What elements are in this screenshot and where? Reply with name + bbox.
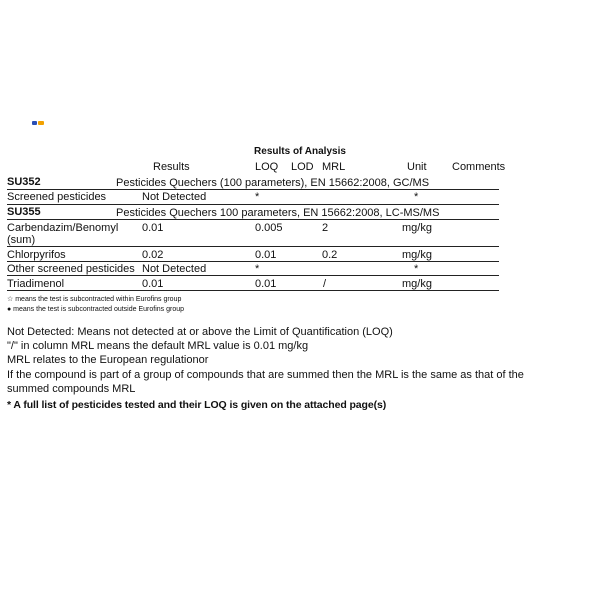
header-results: Results — [153, 161, 190, 173]
footnote-outside-group: ● means the test is subcontracted outside Eurofins group — [7, 306, 184, 313]
note-mrl-regulation: MRL relates to the European regulationor — [7, 354, 209, 366]
section-divider — [7, 189, 499, 190]
row-loq: * — [255, 191, 260, 203]
row-name: Triadimenol — [7, 278, 65, 290]
footnote-within-group: ☆ means the test is subcontracted within Eurofins group — [7, 296, 182, 303]
row-loq: * — [255, 263, 260, 275]
section-code-su355: SU355 — [7, 206, 41, 218]
report-title: Results of Analysis — [254, 146, 346, 157]
section-method-su355: Pesticides Quechers 100 parameters, EN 15662:2008, LC-MS/MS — [116, 207, 440, 219]
row-unit: mg/kg — [402, 278, 432, 290]
row-result: 0.02 — [142, 249, 164, 261]
section-divider — [7, 219, 499, 220]
row-unit: mg/kg — [402, 249, 432, 261]
eurofins-logo — [32, 119, 48, 127]
row-mrl: 2 — [322, 222, 329, 234]
section-method-su352: Pesticides Quechers (100 parameters), EN 15662:2008, GC/MS — [116, 177, 430, 189]
row-name: Screened pesticides — [7, 191, 107, 203]
logo-mark-blue — [32, 121, 37, 125]
row-divider — [7, 204, 499, 205]
row-divider — [7, 261, 499, 262]
row-divider — [7, 246, 499, 247]
row-result: 0.01 — [142, 278, 164, 290]
section-code-su352: SU352 — [7, 176, 41, 188]
row-name: Other screened pesticides — [7, 263, 135, 275]
logo-mark-orange — [38, 121, 44, 125]
row-name: Chlorpyrifos — [7, 249, 66, 261]
row-result: Not Detected — [142, 191, 207, 203]
note-not-detected: Not Detected: Means not detected at or above the Limit of Quantification (LOQ) — [7, 326, 393, 338]
header-loq: LOQ — [255, 161, 279, 173]
row-result: Not Detected — [142, 263, 207, 275]
note-summed-compounds: If the compound is part of a group of compounds that are summed then the MRL is the same as that of the summed compounds MRL — [7, 369, 524, 395]
note-full-list: * A full list of pesticides tested and their LOQ is given on the attached page(s) — [7, 399, 387, 411]
header-comments: Comments — [452, 161, 506, 173]
row-name: Carbendazim/Benomyl — [7, 222, 119, 234]
header-lod: LOD — [291, 161, 314, 173]
row-loq: 0.01 — [255, 249, 277, 261]
row-loq: 0.005 — [255, 222, 283, 234]
row-divider — [7, 290, 499, 291]
header-unit: Unit — [407, 161, 427, 173]
row-unit: * — [414, 263, 419, 275]
header-mrl: MRL — [322, 161, 346, 173]
row-divider — [7, 275, 499, 276]
row-mrl: / — [323, 278, 327, 290]
row-loq: 0.01 — [255, 278, 277, 290]
note-default-mrl: "/" in column MRL means the default MRL value is 0.01 mg/kg — [7, 340, 309, 352]
row-unit: mg/kg — [402, 222, 432, 234]
row-unit: * — [414, 191, 419, 203]
row-mrl: 0.2 — [322, 249, 338, 261]
row-result: 0.01 — [142, 222, 164, 234]
row-name-continued: (sum) — [7, 234, 36, 246]
